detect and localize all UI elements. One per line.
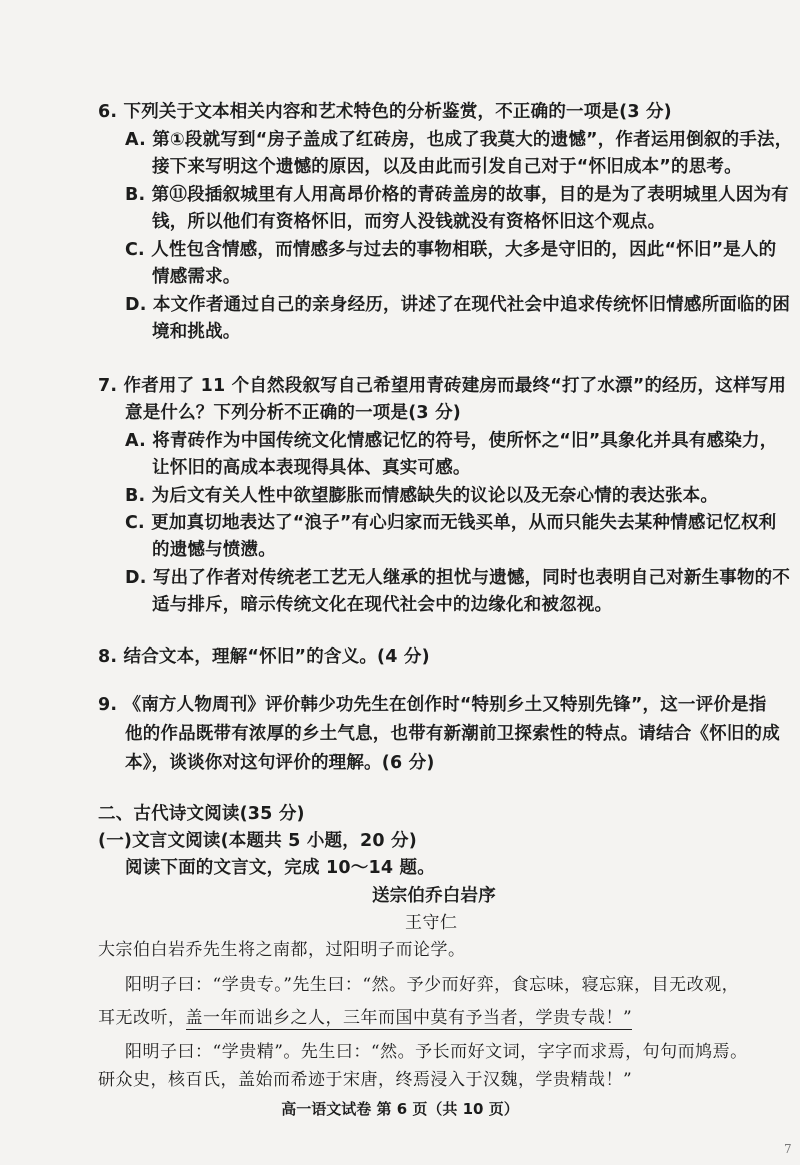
page-footer: 高一语文试卷 第 6 页（共 10 页） <box>281 1100 519 1118</box>
q7-option-c-line1: C. 更加真切地表达了“浪子”有心归家而无钱买单，从而只能失去某种情感记忆权利 <box>125 513 777 533</box>
corner-mark: 7 <box>784 1142 792 1156</box>
passage-para2-line2 <box>98 1006 632 1030</box>
q6-option-d-line2: 境和挑战。 <box>152 322 241 342</box>
passage-underlined-sentence: 盖一年而诎乡之人，三年而国中莫有予当者，学贵专哉！” <box>185 1008 633 1028</box>
passage-author: 王守仁 <box>405 913 458 933</box>
passage-para2-line2-plain: 耳无改听， <box>98 1008 186 1028</box>
q7-option-d-line1: D. 写出了作者对传统老工艺无人继承的担忧与遗憾，同时也表明自己对新生事物的不 <box>125 568 791 588</box>
passage-para3-line1: 阳明子曰：“学贵精”。先生曰：“然。予长而好文词，字字而求焉，句句而鸠焉。 <box>125 1042 748 1062</box>
q6-option-d-line1: D. 本文作者通过自己的亲身经历，讲述了在现代社会中追求传统怀旧情感所面临的困 <box>125 295 791 315</box>
q6-option-a-line1: A. 第①段就写到“房子盖成了红砖房，也成了我莫大的遗憾”，作者运用倒叙的手法， <box>125 130 793 150</box>
q6-option-a-line2: 接下来写明这个遗憾的原因，以及由此而引发自己对于“怀旧成本”的思考。 <box>152 157 742 177</box>
q7-option-b-line1: B. 为后文有关人性中欲望膨胀而情感缺失的议论以及无奈心情的表达张本。 <box>125 486 719 506</box>
q7-option-d-line2: 适与排斥，暗示传统文化在现代社会中的边缘化和被忽视。 <box>152 595 613 615</box>
q7-stem-line1: 7. 作者用了 11 个自然段叙写自己希望用青砖建房而最终“打了水漂”的经历，这样写用 <box>98 376 787 396</box>
q9-stem-line1: 9. 《南方人物周刊》评价韩少功先生在创作时“特别乡土又特别先锋”，这一评价是指 <box>98 695 767 715</box>
q8-stem: 8. 结合文本，理解“怀旧”的含义。(4 分) <box>98 647 430 667</box>
q7-option-a-line1: A. 将青砖作为中国传统文化情感记忆的符号，使所怀之“旧”具象化并具有感染力， <box>125 431 778 451</box>
section2-instruction: 阅读下面的文言文，完成 10～14 题。 <box>125 858 435 878</box>
q7-stem-line2: 意是什么？下列分析不正确的一项是(3 分) <box>125 403 461 423</box>
passage-title: 送宗伯乔白岩序 <box>372 886 496 906</box>
q6-option-c-line1: C. 人性包含情感，而情感多与过去的事物相联，大多是守旧的，因此“怀旧”是人的 <box>125 240 777 260</box>
section2-heading: 二、古代诗文阅读(35 分) <box>98 804 305 824</box>
q9-stem-line3: 本》，谈谈你对这句评价的理解。(6 分) <box>125 753 435 773</box>
q7-option-a-line2: 让怀旧的高成本表现得具体、真实可感。 <box>152 458 471 478</box>
q6-option-b-line1: B. 第⑪段插叙城里有人用高昂价格的青砖盖房的故事，目的是为了表明城里人因为有 <box>125 185 789 205</box>
passage-para3-line2: 研众史，核百氏，盖始而希迹于宋唐，终焉浸入于汉魏，学贵精哉！” <box>98 1070 633 1090</box>
q6-option-c-line2: 情感需求。 <box>152 267 241 287</box>
passage-para1: 大宗伯白岩乔先生将之南都，过阳明子而论学。 <box>98 940 466 960</box>
q9-stem-line2: 他的作品既带有浓厚的乡土气息，也带有新潮前卫探索性的特点。请结合《怀旧的成 <box>125 724 780 744</box>
q6-stem: 6. 下列关于文本相关内容和艺术特色的分析鉴赏，不正确的一项是(3 分) <box>98 102 672 122</box>
q7-option-c-line2: 的遗憾与愤懑。 <box>152 540 276 560</box>
q6-option-b-line2: 钱，所以他们有资格怀旧，而穷人没钱就没有资格怀旧这个观点。 <box>152 212 666 232</box>
passage-para2-line1: 阳明子曰：“学贵专。”先生曰：“然。予少而好弈，食忘味，寝忘寐，目无改观， <box>125 975 740 995</box>
section2-subheading: (一)文言文阅读(本题共 5 小题，20 分) <box>98 831 417 851</box>
